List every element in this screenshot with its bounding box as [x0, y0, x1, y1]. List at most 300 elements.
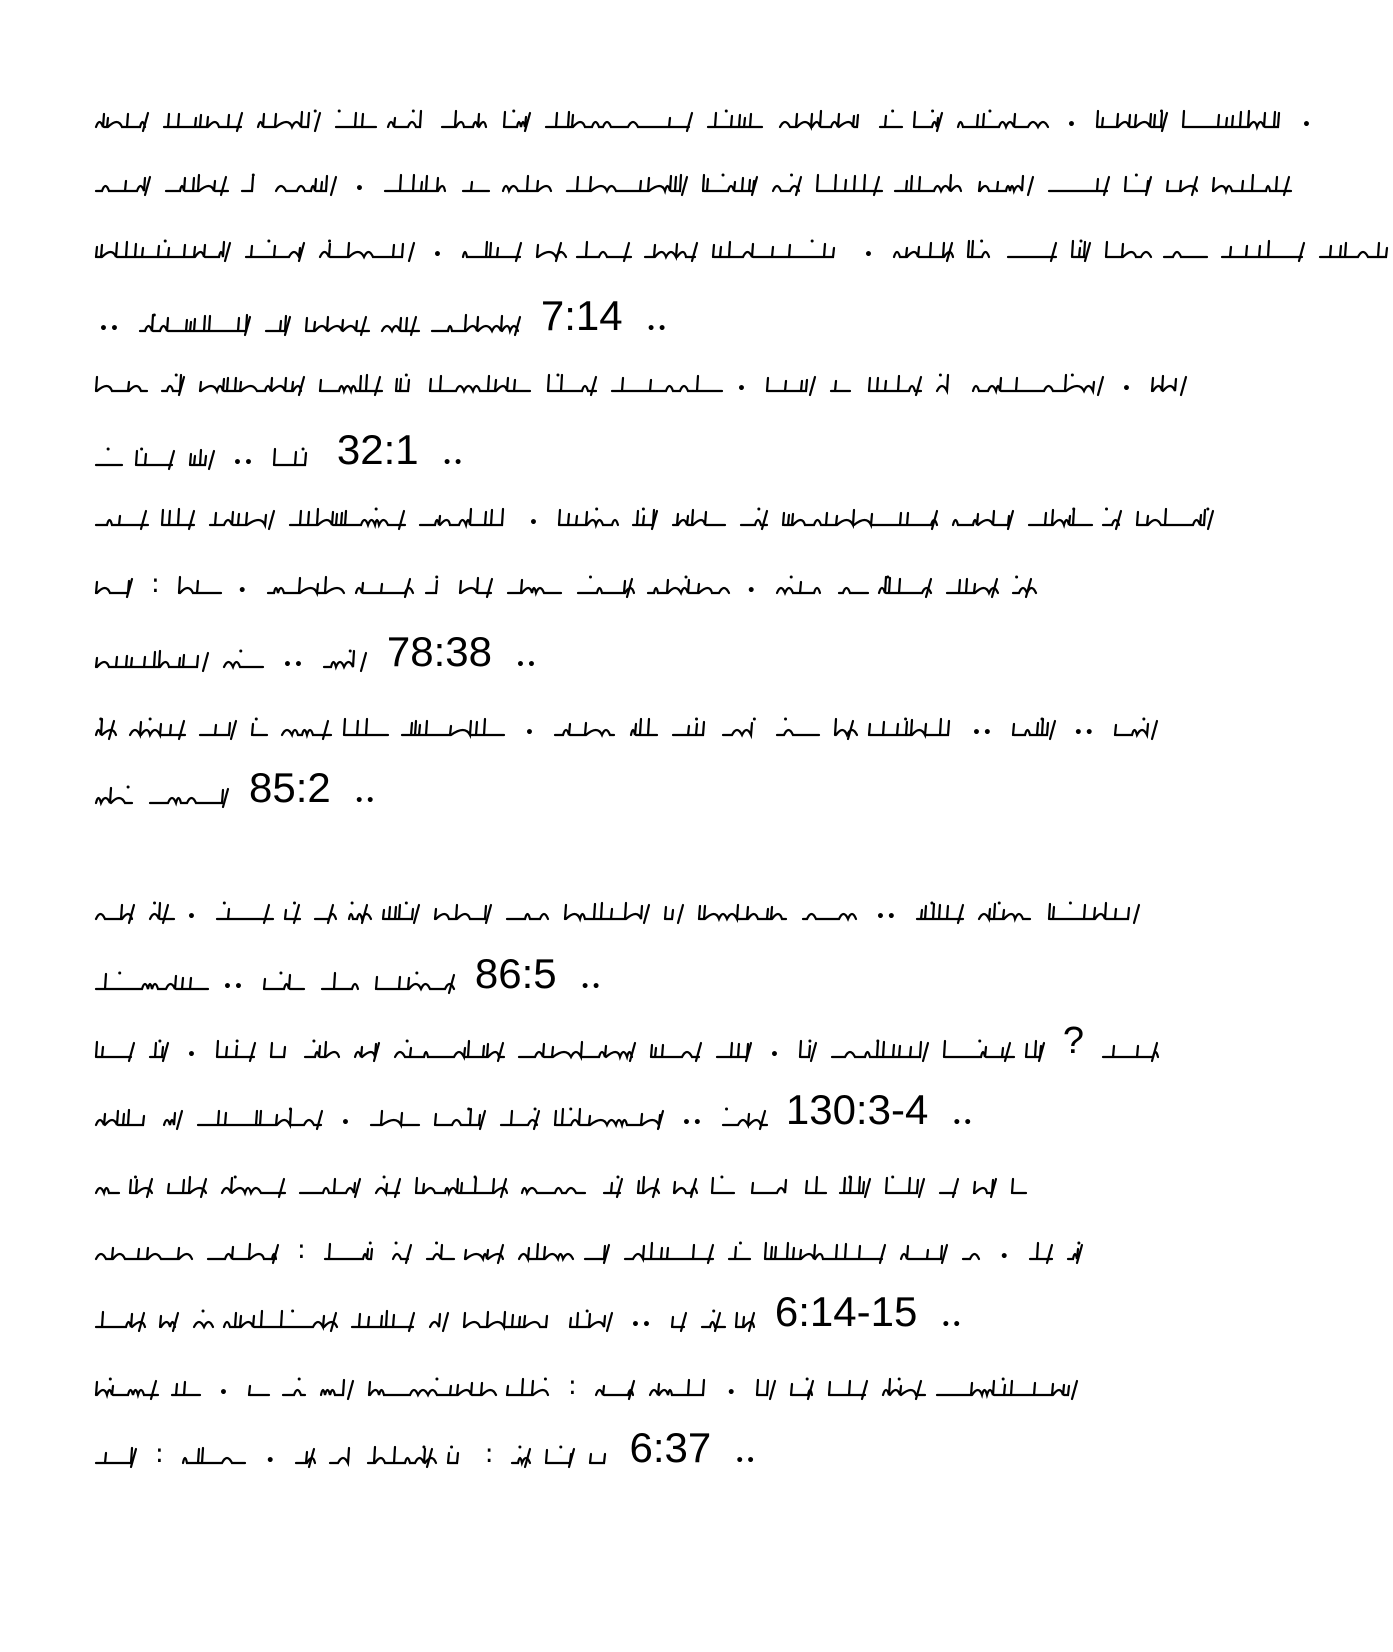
script-word [554, 715, 616, 741]
script-word [343, 715, 387, 741]
script-run [95, 950, 607, 997]
script-word [664, 899, 684, 925]
text-line [95, 1086, 978, 1142]
script-word [95, 1037, 135, 1063]
script-word [335, 107, 373, 133]
dot-separator: • [746, 583, 758, 599]
script-word [751, 1173, 791, 1199]
script-word [1007, 237, 1057, 263]
script-word [375, 969, 455, 995]
script-word [978, 899, 1034, 925]
verse-reference: 7:14 [540, 292, 623, 339]
script-word [367, 1443, 433, 1469]
script-word [707, 107, 765, 133]
script-word [171, 1375, 201, 1401]
script-word [584, 1239, 610, 1265]
script-word [507, 573, 563, 599]
script-word [502, 171, 552, 197]
script-word [805, 1173, 825, 1199]
script-word [462, 171, 488, 197]
text-line [95, 1360, 1078, 1412]
script-word [431, 311, 521, 337]
script-run [95, 764, 381, 811]
script-word [434, 1105, 486, 1131]
script-word [193, 1307, 209, 1333]
text-line [95, 1022, 1158, 1074]
verse-reference: 6:14-15 [774, 1288, 918, 1335]
script-word [282, 1375, 306, 1401]
script-word [576, 237, 630, 263]
script-word [441, 107, 489, 133]
text-line [95, 92, 1317, 144]
script-word [135, 445, 175, 471]
script-word [95, 647, 209, 673]
script-word [1012, 715, 1056, 741]
script-word [289, 505, 405, 531]
verse-reference: 32:1 [336, 426, 419, 473]
text-line [95, 764, 381, 820]
dot-separator: • [1121, 381, 1133, 397]
script-word [831, 1037, 929, 1063]
script-word [913, 107, 943, 133]
text-line [95, 1288, 967, 1344]
script-word [1029, 1239, 1053, 1265]
script-run [95, 1288, 967, 1335]
script-word [878, 573, 932, 599]
script-word [321, 969, 361, 995]
script-word [500, 1105, 540, 1131]
script-run [95, 167, 1290, 197]
script-word [1105, 237, 1149, 263]
script-word [355, 573, 411, 599]
dot-separator: • [355, 181, 366, 197]
colon-mark: : [155, 1439, 164, 1469]
double-dot-separator: •• [875, 909, 898, 925]
script-word [216, 1037, 256, 1063]
script-word [462, 237, 522, 263]
script-run [95, 1086, 978, 1133]
script-word [95, 783, 135, 809]
script-run [95, 1424, 761, 1471]
colon-mark: : [484, 1439, 494, 1469]
script-run [95, 1235, 1083, 1265]
dot-separator: • [265, 1453, 277, 1469]
script-word [834, 715, 854, 741]
script-word [299, 1173, 361, 1199]
script-word [348, 899, 368, 925]
script-word [95, 371, 147, 397]
script-word [521, 1173, 589, 1199]
script-word [506, 899, 550, 925]
script-word [95, 445, 121, 471]
dot-separator: • [237, 583, 249, 599]
script-word [304, 1037, 340, 1063]
script-word [1136, 505, 1214, 531]
script-word [1163, 237, 1207, 263]
script-word [159, 1307, 179, 1333]
script-word [894, 171, 964, 197]
double-dot-separator: •• [971, 725, 994, 741]
script-word [712, 237, 846, 263]
script-word [830, 371, 854, 397]
script-word [952, 505, 1014, 531]
script-word [1221, 237, 1305, 263]
text-line [95, 1224, 1083, 1276]
script-word [772, 171, 802, 197]
double-dot-separator: •• [631, 1317, 653, 1333]
dot-separator: • [999, 1249, 1011, 1265]
double-dot-separator: •• [283, 657, 305, 673]
script-word [149, 899, 169, 925]
script-word [459, 573, 493, 599]
script-word [267, 573, 341, 599]
script-word [722, 1105, 766, 1131]
script-word [893, 237, 953, 263]
script-word [223, 1307, 337, 1333]
script-word [209, 505, 275, 531]
script-word [163, 1105, 183, 1131]
script-word [1182, 107, 1284, 133]
script-word [241, 171, 261, 197]
script-word [95, 505, 147, 531]
verse-reference: 78:38 [386, 628, 493, 675]
script-word [149, 1037, 169, 1063]
script-word [1025, 1037, 1045, 1063]
script-word [199, 371, 305, 397]
script-word [1124, 171, 1152, 197]
script-word [163, 107, 243, 133]
script-run [95, 103, 1317, 133]
script-word [936, 1375, 1078, 1401]
script-word [382, 899, 420, 925]
script-word [323, 647, 367, 673]
script-run [95, 628, 542, 675]
script-word [314, 899, 334, 925]
script-word [129, 715, 185, 741]
script-word [632, 505, 658, 531]
script-word [1151, 371, 1187, 397]
script-word [611, 371, 719, 397]
dot-separator: • [219, 1385, 230, 1401]
script-word [518, 1239, 570, 1265]
double-dot-separator: •• [233, 455, 255, 471]
script-word [464, 1239, 504, 1265]
script-word [973, 1173, 997, 1199]
script-word [603, 1173, 623, 1199]
script-word [1102, 505, 1122, 531]
script-word [756, 1375, 776, 1401]
script-word [426, 1239, 450, 1265]
script-word [637, 1173, 659, 1199]
dot-separator: • [529, 515, 540, 531]
script-word [1028, 505, 1088, 531]
script-word [1048, 171, 1110, 197]
script-word [776, 573, 824, 599]
script-word [95, 899, 135, 925]
script-word [189, 445, 215, 471]
script-word [1011, 1173, 1027, 1199]
script-word [95, 237, 231, 263]
script-word [1212, 171, 1290, 197]
script-word [295, 1443, 315, 1469]
dot-separator: • [187, 909, 198, 925]
script-word [284, 899, 300, 925]
script-word [95, 969, 205, 995]
script-word [722, 715, 762, 741]
double-dot-separator: •• [681, 1115, 704, 1131]
script-word [566, 171, 688, 197]
colon-mark: : [297, 1235, 306, 1265]
text-line [95, 628, 542, 684]
question-mark: ? [1062, 1020, 1085, 1062]
script-word [1096, 107, 1168, 133]
script-word [630, 715, 658, 741]
script-word [263, 969, 307, 995]
script-word [838, 573, 864, 599]
script-word [957, 107, 1049, 133]
script-word [782, 505, 938, 531]
script-word [962, 1239, 982, 1265]
script-run [95, 501, 1214, 531]
script-word [319, 371, 381, 397]
script-word [939, 1173, 959, 1199]
script-word [425, 573, 445, 599]
script-word [129, 1173, 153, 1199]
script-word [95, 107, 149, 133]
double-dot-separator: •• [1073, 725, 1096, 741]
script-word [799, 1037, 817, 1063]
text-line [95, 1158, 1027, 1210]
script-word [716, 1037, 752, 1063]
double-dot-separator: •• [646, 321, 669, 337]
script-run [95, 1371, 1078, 1401]
script-word [740, 505, 768, 531]
script-run [95, 233, 1393, 263]
script-word [900, 1239, 948, 1265]
script-word [649, 1375, 709, 1401]
script-word [701, 1307, 721, 1333]
text-line [95, 1424, 761, 1480]
script-word [916, 899, 964, 925]
script-word [595, 1375, 635, 1401]
text-line [95, 156, 1290, 208]
script-word [764, 1239, 886, 1265]
double-dot-separator: •• [580, 979, 603, 995]
script-run [95, 1169, 1027, 1199]
text-line [95, 950, 607, 1006]
double-dot-separator: •• [223, 979, 245, 995]
script-word [536, 237, 562, 263]
script-word [320, 1375, 354, 1401]
script-word [644, 237, 698, 263]
script-word [447, 1443, 467, 1469]
script-word [273, 445, 317, 471]
script-word [1166, 171, 1198, 197]
script-word [161, 505, 195, 531]
script-word [281, 715, 329, 741]
script-word [1048, 899, 1140, 925]
script-word [711, 1173, 737, 1199]
script-word [305, 311, 367, 337]
script-word [139, 311, 251, 337]
script-word [503, 107, 531, 133]
dot-separator: • [187, 1047, 198, 1063]
script-word [95, 1375, 157, 1401]
script-word [816, 171, 880, 197]
script-word [868, 371, 922, 397]
script-word [839, 1173, 871, 1199]
script-word [569, 1307, 613, 1333]
script-word [182, 1443, 248, 1469]
script-run [95, 426, 469, 473]
script-word [370, 1105, 420, 1131]
script-word [885, 1173, 925, 1199]
script-word [1071, 237, 1091, 263]
script-word [207, 1239, 279, 1265]
dot-separator: • [341, 1115, 352, 1131]
double-dot-separator: •• [442, 455, 465, 471]
script-word [401, 715, 507, 741]
script-word [178, 573, 220, 599]
script-word [967, 237, 993, 263]
script-word [394, 1037, 504, 1063]
script-word [936, 371, 958, 397]
script-word [265, 311, 291, 337]
script-run [95, 1020, 1158, 1063]
script-word [221, 1173, 285, 1199]
dot-separator: • [863, 247, 875, 263]
text-line [95, 700, 1158, 752]
script-word [392, 1239, 412, 1265]
script-word [245, 237, 305, 263]
dot-separator: • [525, 725, 536, 741]
double-dot-separator: •• [354, 793, 377, 809]
script-run [95, 569, 1032, 599]
script-word [197, 1105, 323, 1131]
verse-reference: 6:37 [629, 1424, 712, 1471]
colon-mark: : [151, 569, 160, 599]
script-word [165, 171, 227, 197]
script-word [223, 647, 265, 673]
double-dot-separator: •• [516, 657, 538, 673]
script-word [564, 899, 650, 925]
script-word [368, 1375, 492, 1401]
script-word [95, 715, 115, 741]
script-word [387, 107, 427, 133]
script-word [506, 1375, 550, 1401]
script-word [545, 1443, 575, 1469]
script-word [149, 783, 229, 809]
script-word [319, 237, 415, 263]
script-word [776, 715, 820, 741]
script-word [766, 371, 816, 397]
script-word [828, 1375, 868, 1401]
script-word [167, 1173, 207, 1199]
script-word [324, 1239, 378, 1265]
script-word [95, 1105, 149, 1131]
script-word [270, 1037, 290, 1063]
script-word [463, 1307, 555, 1333]
script-run [95, 292, 673, 339]
script-word [161, 371, 185, 397]
script-word [1102, 1037, 1158, 1063]
script-word [545, 107, 693, 133]
double-dot-separator: •• [941, 1317, 964, 1333]
script-word [329, 1443, 353, 1469]
script-word [671, 1307, 687, 1333]
script-word [673, 1173, 697, 1199]
script-word [650, 1037, 702, 1063]
script-word [511, 1443, 531, 1469]
script-word [589, 1443, 609, 1469]
script-word [879, 107, 899, 133]
dot-separator: • [769, 1047, 781, 1063]
script-word [354, 1037, 380, 1063]
script-word [698, 899, 788, 925]
script-word [802, 899, 858, 925]
colon-mark: : [567, 1371, 577, 1401]
script-word [381, 311, 417, 337]
script-word [577, 573, 633, 599]
text-line [95, 222, 1393, 274]
dot-separator: • [1067, 117, 1078, 133]
text-line [95, 292, 673, 348]
text-line [95, 356, 1187, 408]
script-word [554, 1105, 664, 1131]
script-word [790, 1375, 814, 1401]
script-word [558, 505, 618, 531]
script-word [672, 505, 726, 531]
script-word [375, 1173, 401, 1199]
script-word [95, 171, 151, 197]
script-run [95, 711, 1158, 741]
script-word [257, 107, 321, 133]
script-word [647, 573, 729, 599]
verse-reference: 86:5 [474, 950, 557, 997]
dot-separator: • [1301, 117, 1313, 133]
script-word [1012, 573, 1032, 599]
script-word [248, 1375, 268, 1401]
script-word [429, 371, 533, 397]
text-line [95, 490, 1214, 542]
double-dot-separator: •• [952, 1115, 975, 1131]
verse-reference: 85:2 [249, 764, 331, 811]
script-word [95, 1443, 137, 1469]
script-word [415, 1173, 507, 1199]
script-word [868, 715, 954, 741]
script-word [95, 1173, 115, 1199]
script-word [547, 371, 597, 397]
script-word [216, 899, 270, 925]
script-word [95, 1239, 193, 1265]
script-word [672, 715, 708, 741]
script-run [95, 895, 1140, 925]
script-word [351, 1307, 415, 1333]
text-line [95, 558, 1032, 610]
dot-separator: • [726, 1385, 738, 1401]
double-dot-separator: •• [99, 321, 121, 337]
script-word [275, 171, 337, 197]
script-word [419, 505, 511, 531]
text-line [95, 884, 1140, 936]
script-word [943, 1037, 1011, 1063]
script-word [728, 1239, 750, 1265]
script-word [779, 107, 865, 133]
script-word [518, 1037, 636, 1063]
dot-separator: • [433, 247, 444, 263]
script-word [882, 1375, 922, 1401]
script-word [1114, 715, 1158, 741]
